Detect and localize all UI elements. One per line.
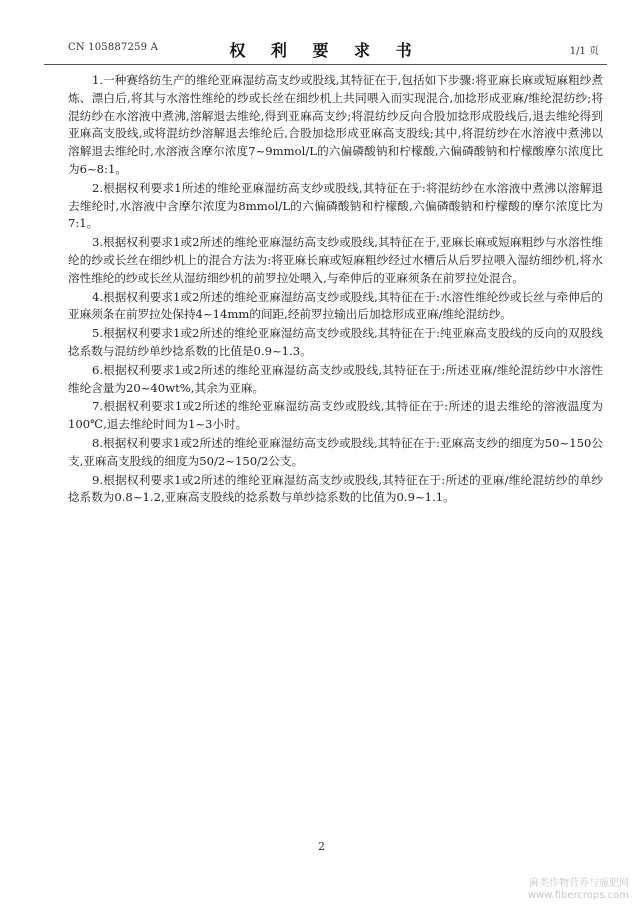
claim-3: 3.根据权利要求1或2所述的维纶亚麻湿纺高支纱或股线,其特征在于,亚麻长麻或短麻粗纱与水溶性维纶的纱或长丝在细纱机上的混合方法为:将亚麻长麻或短麻粗纱经过水槽后从后罗拉喂入湿纺细纱机,将水溶性维纶的纱或长丝从湿纺细纱机的前罗拉处喂入,与牵伸后的亚麻须条在前罗拉处混合。 xyxy=(68,235,603,285)
page-info: 1/1 页 xyxy=(569,46,599,57)
watermark-line-2: www.fibercrops.com xyxy=(527,890,629,901)
page-number: 2 xyxy=(318,840,325,853)
claims-list xyxy=(68,72,603,508)
claim-4: 4.根据权利要求1或2所述的维纶亚麻湿纺高支纱或股线,其特征在于:水溶性维纶纱或长丝与牵伸后的亚麻须条在前罗拉处保持4~14mm的间距,经前罗拉输出后加捻形成亚麻/维纶混纺纱。 xyxy=(68,289,603,322)
claim-1: 1.一种赛络纺生产的维纶亚麻湿纺高支纱或股线,其特征在于,包括如下步骤:将亚麻长麻或短麻粗纱煮炼、漂白后,将其与水溶性维纶的纱或长丝在细纱机上共同喂入而实现混合,加捻形成亚麻/维纶混纺纱;将混纺纱在水溶液中煮沸,溶解退去维纶,得到亚麻高支纱;将混纺纱反向合股加捻形成股线后,退去维纶得到亚麻高支股线,或将混纺纱溶解退去维纶后,合股加捻形成亚麻高支股线;其中,将混纺纱在水溶液中煮沸以溶解退去维纶时,水溶液含摩尔浓度7~9mmol/L的六偏磷酸钠和柠檬酸,六偏磷酸钠和柠檬酸摩尔浓度比为6~8:1。 xyxy=(68,73,603,176)
doc-number: CN 105887259 A xyxy=(68,42,159,53)
header-divider xyxy=(44,64,607,65)
claim-7: 7.根据权利要求1或2所述的维纶亚麻湿纺高支纱或股线,其特征在于:所述的退去维纶的溶液温度为100℃,退去维纶时间为1~3小时。 xyxy=(68,399,603,432)
watermark xyxy=(528,878,629,902)
document-title: 权 利 要 求 书 xyxy=(229,41,422,60)
claim-5: 5.根据权利要求1或2所述的维纶亚麻湿纺高支纱或股线,其特征在于:纯亚麻高支股线的反向的双股线捻系数与混纺纱单纱捻系数的比值是0.9~1.3。 xyxy=(68,326,603,358)
claim-2: 2.根据权利要求1所述的维纶亚麻湿纺高支纱或股线,其特征在于:将混纺纱在水溶液中煮沸以溶解退去维纶时,水溶液中含摩尔浓度为8mmol/L的六偏磷酸钠和柠檬酸,六偏磷酸钠和柠檬酸的摩尔浓度比为7:1。 xyxy=(68,180,603,231)
watermark-line-1: 麻类作物营养与施肥网 xyxy=(529,878,629,889)
claim-6: 6.根据权利要求1或2所述的维纶亚麻湿纺高支纱或股线,其特征在于:所述亚麻/维纶混纺纱中水溶性维纶含量为20~40wt%,其余为亚麻。 xyxy=(68,362,603,395)
claim-9: 9.根据权利要求1或2所述的维纶亚麻湿纺高支纱或股线,其特征在于:所述的亚麻/维纶混纺纱的单纱捻系数为0.8~1.2,亚麻高支股线的捻系数与单纱捻系数的比值为0.9~1.1。 xyxy=(68,472,603,505)
claim-8: 8.根据权利要求1或2所述的维纶亚麻湿纺高支纱或股线,其特征在于:亚麻高支纱的细度为50~150公支,亚麻高支股线的细度为50/2~150/2公支。 xyxy=(68,435,603,468)
page-header xyxy=(44,38,607,60)
